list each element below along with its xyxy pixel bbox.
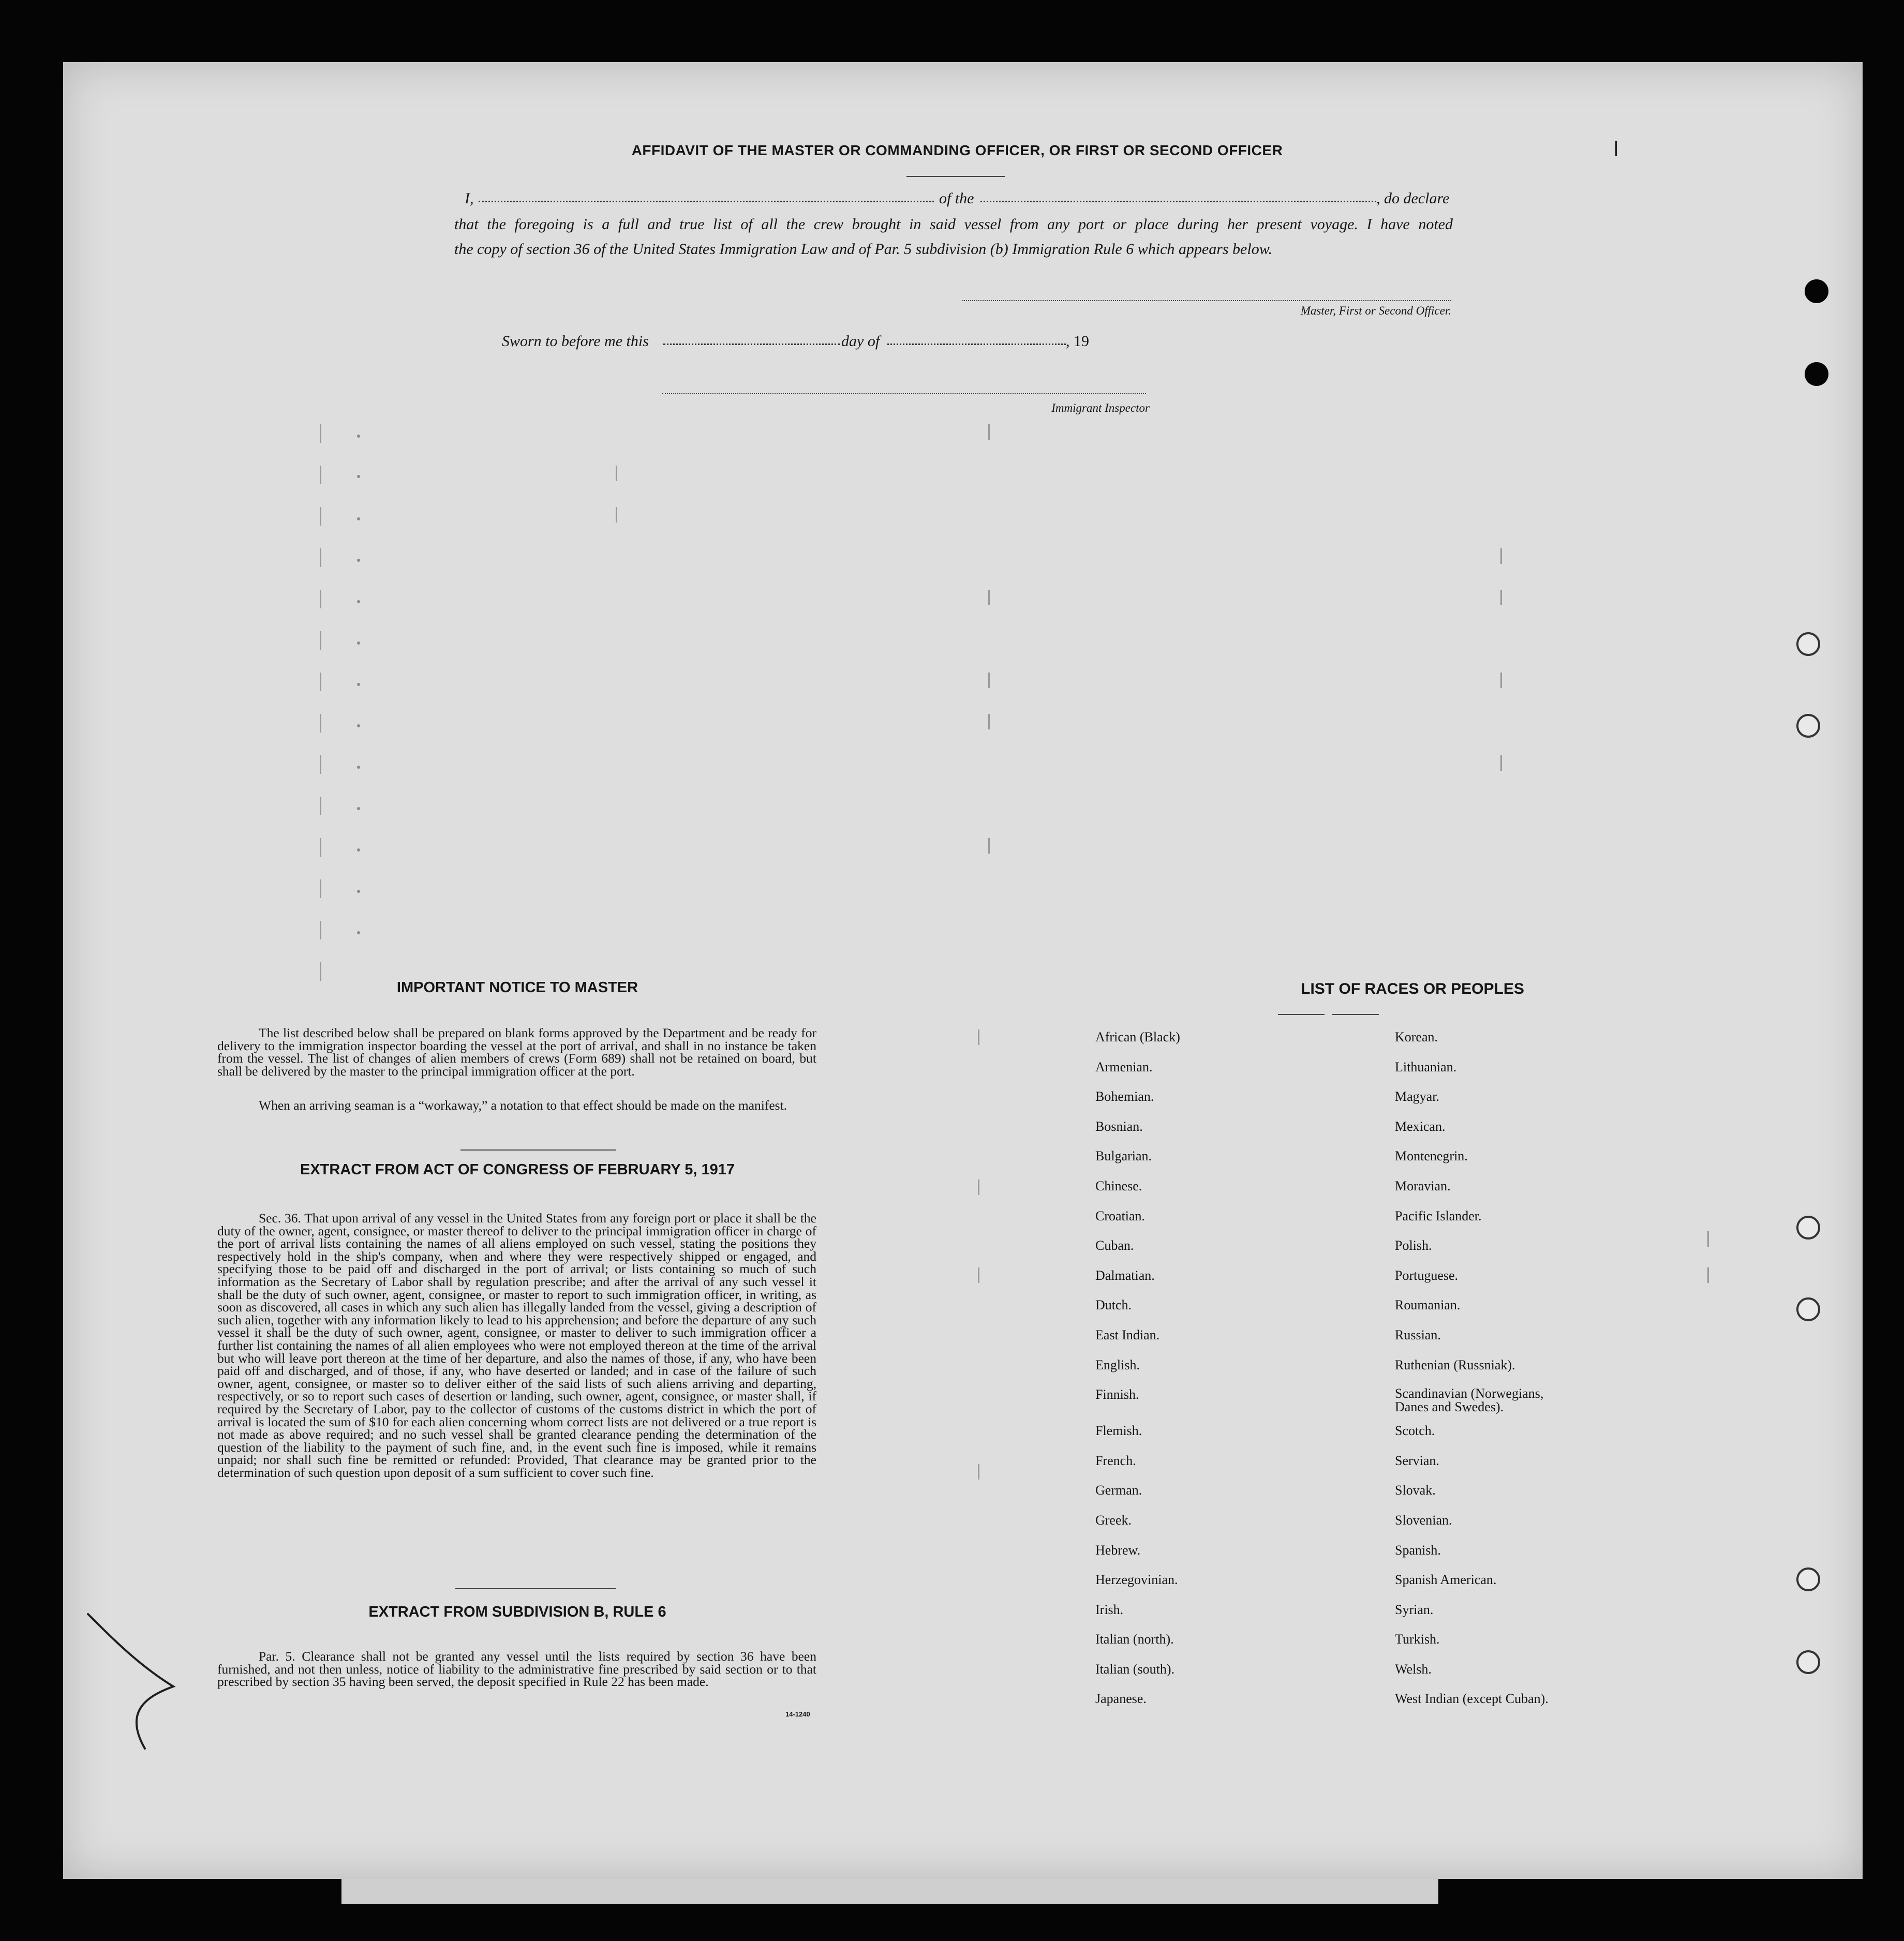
race-item: Montenegrin. bbox=[1395, 1148, 1468, 1164]
race-item: Scotch. bbox=[1395, 1423, 1435, 1439]
sworn-day-field[interactable] bbox=[663, 344, 840, 345]
declaration-line-2: that the foregoing is a full and true list of all the crew brought in said vessel from any port or place during her present voyage. I have noted bbox=[454, 216, 1453, 233]
rule-extract-heading: EXTRACT FROM SUBDIVISION B, RULE 6 bbox=[368, 1604, 666, 1620]
race-item: Russian. bbox=[1395, 1327, 1441, 1342]
race-item: Portuguese. bbox=[1395, 1267, 1459, 1283]
race-item: Greek. bbox=[1095, 1512, 1132, 1528]
race-item: Dutch. bbox=[1095, 1297, 1132, 1313]
race-item: Korean. bbox=[1395, 1029, 1438, 1044]
binder-hole bbox=[1805, 279, 1828, 303]
binder-hole bbox=[1796, 1650, 1820, 1674]
officer-signature-line[interactable] bbox=[962, 300, 1451, 301]
races-right-column bbox=[1395, 1029, 1571, 1721]
section-divider bbox=[460, 1149, 616, 1151]
race-item: French. bbox=[1095, 1453, 1136, 1468]
declarant-name-field[interactable] bbox=[479, 201, 934, 202]
races-title-underline bbox=[1332, 1014, 1379, 1015]
race-item: Welsh. bbox=[1395, 1661, 1432, 1677]
binder-hole bbox=[1796, 1567, 1820, 1591]
binder-hole bbox=[1796, 714, 1820, 738]
race-item: Polish. bbox=[1395, 1238, 1432, 1253]
race-item: Flemish. bbox=[1095, 1423, 1142, 1439]
notice-paragraph-1: The list described below shall be prepared on blank forms approved by the Department and be ready for delivery to the immigration inspector boarding the vessel at the port of arrival, and shall in no instance be taken from the vessel. The list of changes of alien members of crews (Form 689) shall not be retained on board, but shall be delivered by the master to the principal immigration officer at the port. bbox=[217, 1025, 816, 1079]
race-item: Turkish. bbox=[1395, 1632, 1440, 1647]
signature-caption: Master, First or Second Officer. bbox=[1300, 304, 1451, 317]
race-item: Magyar. bbox=[1395, 1089, 1439, 1104]
notice-paragraph-2: When an arriving seaman is a “workaway,” a notation to that effect should be made on the manifest. bbox=[259, 1098, 787, 1113]
races-title-underline bbox=[1278, 1014, 1325, 1015]
race-item: Italian (south). bbox=[1095, 1661, 1175, 1677]
race-item: Irish. bbox=[1095, 1602, 1124, 1617]
race-item: Spanish American. bbox=[1395, 1572, 1497, 1588]
race-item: English. bbox=[1095, 1357, 1140, 1372]
race-item: Croatian. bbox=[1095, 1208, 1146, 1223]
sworn-month-field[interactable] bbox=[887, 344, 1066, 345]
race-item: Bosnian. bbox=[1095, 1118, 1143, 1134]
declaration-prefix: I, bbox=[465, 190, 474, 207]
race-item: Japanese. bbox=[1095, 1691, 1147, 1707]
race-item: Cuban. bbox=[1095, 1238, 1134, 1253]
race-item: Bohemian. bbox=[1095, 1089, 1154, 1104]
declaration-of: of the bbox=[939, 190, 974, 207]
race-item: Slovak. bbox=[1395, 1483, 1436, 1498]
declaration-suffix: , do declare bbox=[1376, 190, 1450, 207]
binder-hole bbox=[1796, 1216, 1820, 1240]
inspector-caption: Immigrant Inspector bbox=[1051, 401, 1150, 414]
pen-check-mark bbox=[78, 1609, 197, 1754]
race-item: Ruthenian (Russniak). bbox=[1395, 1357, 1515, 1372]
act-extract-heading: EXTRACT FROM ACT OF CONGRESS OF FEBRUARY 5, 1917 bbox=[300, 1161, 735, 1178]
act-extract-text: Sec. 36. That upon arrival of any vessel in the United States from any foreign port or place it shall be the duty of the owner, agent, consignee, or master thereof to deliver to the principal immigration officer in charge of the port of arrival lists containing the names of all aliens employed on such vessel, stating the positions they respectively hold in the ship's company, when and where they were respectively shipped or engaged, and specifying those to be paid off and discharged in the port of arrival; or lists containing so much of such information as the Secretary of Labor shall by regulation prescribe; and after the arrival of any such vessel it shall be the duty of such owner, agent, consignee, or master to report to such immigration officer, in writing, as soon as discovered, all cases in which any such alien has illegally landed from the vessel, giving a description of such alien, together with any information likely to lead to his apprehension; and before the departure of any such vessel it shall be the duty of such owner, agent, consignee, or master to deliver to such immigration officer a further list containing the names of all alien employees who were not employed thereon at the time of the arrival but who will leave port thereon at the time of her departure, and also the names of those, if any, who have been paid off and discharged, and of those, if any, who have deserted or landed; and in case of the failure of such owner, agent, consignee, or master so to deliver either of the said lists of such aliens arriving and departing, respectively, or so to report such cases of desertion or landing, such owner, agent, consignee, or master shall, if required by the Secretary of Labor, pay to the collector of customs of the customs district in which the port of arrival is located the sum of $10 for each alien concerning whom correct lists are not delivered or a true report is not made as above required; and no such vessel shall be granted clearance pending the determination of the question of the liability to the payment of such fine, and, in the event such fine is imposed, while it remains unpaid; nor shall such fine be remitted or refunded: Provided, That clearance may be granted prior to the determination of such question upon deposit of a sum sufficient to cover such fine. bbox=[217, 1211, 816, 1480]
sworn-day-of: day of bbox=[841, 333, 880, 350]
declaration-line-3: the copy of section 36 of the United States Immigration Law and of Par. 5 subdivision (b) Immigration Rule 6 which appears below. bbox=[454, 241, 1272, 258]
title-underline bbox=[906, 176, 1005, 177]
race-item: Mexican. bbox=[1395, 1118, 1446, 1134]
races-left-column bbox=[1095, 1029, 1180, 1721]
race-item: Pacific Islander. bbox=[1395, 1208, 1482, 1223]
race-item: Spanish. bbox=[1395, 1542, 1441, 1558]
inspector-signature-line[interactable] bbox=[662, 393, 1146, 394]
race-item: Dalmatian. bbox=[1095, 1267, 1155, 1283]
sworn-year: , 19 bbox=[1066, 333, 1089, 350]
affidavit-title: AFFIDAVIT OF THE MASTER OR COMMANDING OFFICER, OR FIRST OR SECOND OFFICER bbox=[631, 142, 1283, 158]
margin-tick bbox=[1615, 141, 1617, 156]
race-item: West Indian (except Cuban). bbox=[1395, 1691, 1549, 1707]
binder-hole bbox=[1796, 632, 1820, 656]
race-item: Scandinavian (Norwegians, Danes and Swedes). bbox=[1395, 1386, 1544, 1415]
race-item: Syrian. bbox=[1395, 1602, 1434, 1617]
race-item: Finnish. bbox=[1095, 1387, 1139, 1402]
race-item: Lithuanian. bbox=[1395, 1059, 1457, 1074]
race-item: Armenian. bbox=[1095, 1059, 1153, 1074]
race-item: Chinese. bbox=[1095, 1178, 1142, 1193]
race-item: African (Black) bbox=[1095, 1029, 1180, 1044]
race-item: Herzegovinian. bbox=[1095, 1572, 1178, 1588]
race-item: German. bbox=[1095, 1483, 1142, 1498]
rule-extract-text: Par. 5. Clearance shall not be granted any vessel until the lists required by section 36 have been furnished, and not then unless, notice of liability to the administrative fine prescribed by said section or to that prescribed by section 35 having been served, the deposit specified in Rule 22 has been made. bbox=[217, 1649, 816, 1690]
race-item: Slovenian. bbox=[1395, 1512, 1452, 1528]
race-item: Bulgarian. bbox=[1095, 1148, 1152, 1164]
races-list-title: LIST OF RACES OR PEOPLES bbox=[1301, 980, 1524, 997]
form-number: 14-1240 bbox=[785, 1710, 810, 1718]
notice-heading: IMPORTANT NOTICE TO MASTER bbox=[396, 979, 638, 996]
binder-hole bbox=[1805, 362, 1828, 386]
race-item: Moravian. bbox=[1395, 1178, 1451, 1193]
binder-hole bbox=[1796, 1297, 1820, 1321]
section-divider bbox=[455, 1588, 616, 1589]
race-item: Servian. bbox=[1395, 1453, 1439, 1468]
race-item: East Indian. bbox=[1095, 1327, 1160, 1342]
race-item: Hebrew. bbox=[1095, 1542, 1141, 1558]
race-item: Italian (north). bbox=[1095, 1632, 1174, 1647]
race-item: Roumanian. bbox=[1395, 1297, 1461, 1313]
vessel-name-field[interactable] bbox=[980, 201, 1376, 202]
sworn-prefix: Sworn to before me this bbox=[502, 333, 649, 350]
